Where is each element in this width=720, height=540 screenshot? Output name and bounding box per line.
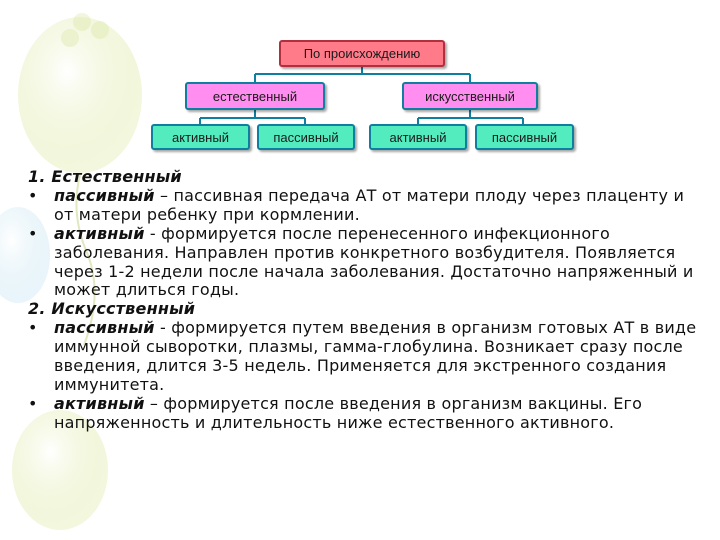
term-label: пассивный [54,185,155,205]
term-label: активный [54,223,145,243]
list-item [28,225,708,301]
bullet-icon: • [28,223,38,243]
section-heading-artificial: 2. Искусственный [28,299,196,319]
term-description: – формируется после введения в организм вакцины. Его напряженность и длительность ниже естественного активного. [54,393,643,432]
term-description: – пассивная передача АТ от матери плоду через плаценту и от матери ребенку при кормлении. [54,185,685,224]
section-heading-natural: 1. Естественный [28,167,182,186]
bullet-icon: • [28,393,38,413]
list-item [28,319,708,395]
natural-active-node: активный [151,124,250,150]
term-description: - формируется путем введения в организм готовых АТ в виде иммунной сыворотки, плазмы, гамма-глобулина. Возникает сразу после введения, длится 3-5 недель. Применяется для экстренного создания иммунитета. [54,318,697,394]
term-label: пассивный [54,318,155,338]
list-item [28,395,708,433]
description-text [28,168,708,433]
term-label: активный [54,393,145,413]
artificial-node: искусственный [402,82,538,110]
bullet-icon: • [28,185,38,205]
artificial-active-node: активный [369,124,467,150]
term-description: - формируется после перенесенного инфекционного заболевания. Направлен против конкретного возбудителя. Появляется через 1-2 недели после начала заболевания. Достаточно напряженный и может длиться годы. [54,223,694,300]
root-node: По происхождению [279,40,445,67]
artificial-passive-node: пассивный [475,124,574,150]
natural-node: естественный [185,82,325,110]
bullet-icon: • [28,318,38,338]
list-item [28,187,708,225]
classification-diagram [0,0,720,170]
natural-passive-node: пассивный [257,124,355,150]
